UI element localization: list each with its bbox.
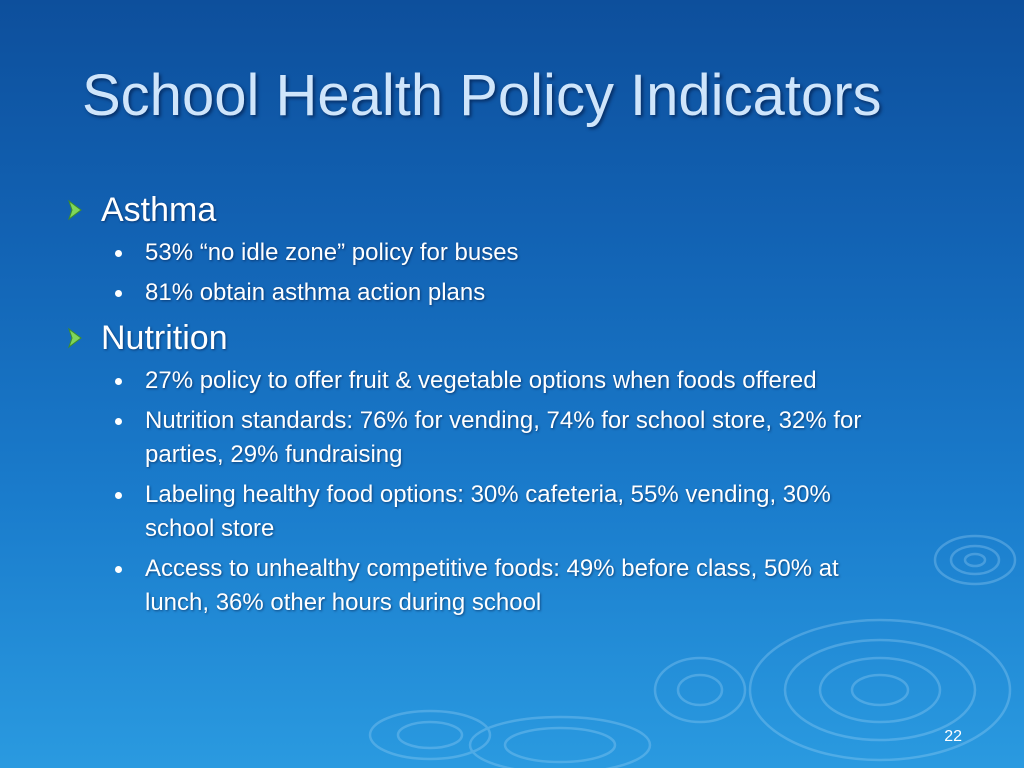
section-heading <box>64 188 964 232</box>
slide-title: School Health Policy Indicators <box>82 63 882 128</box>
bullet-item <box>64 276 905 310</box>
section-heading <box>64 316 964 360</box>
dot-bullet-icon <box>115 250 122 257</box>
bullet-text: Access to unhealthy competitive foods: 49% before class, 50% at lunch, 36% other hours during school <box>145 555 839 616</box>
section-heading-label: Nutrition <box>101 319 228 357</box>
section-heading-label: Asthma <box>101 191 217 229</box>
section-nutrition <box>64 316 964 620</box>
bullet-text: Labeling healthy food options: 30% cafeteria, 55% vending, 30% school store <box>145 481 831 542</box>
bullet-item <box>64 236 905 270</box>
dot-bullet-icon <box>115 290 122 297</box>
bullet-text: Nutrition standards: 76% for vending, 74% for school store, 32% for parties, 29% fundraising <box>145 407 862 468</box>
bullet-item <box>64 364 905 398</box>
arrow-bullet-icon <box>64 327 86 349</box>
dot-bullet-icon <box>115 492 122 499</box>
dot-bullet-icon <box>115 378 122 385</box>
bullet-item <box>64 404 905 472</box>
bullet-list <box>64 236 964 310</box>
dot-bullet-icon <box>115 418 122 425</box>
arrow-bullet-icon <box>64 199 86 221</box>
dot-bullet-icon <box>115 566 122 573</box>
page-number: 22 <box>944 728 962 745</box>
bullet-text: 53% “no idle zone” policy for buses <box>145 239 519 266</box>
bullet-text: 81% obtain asthma action plans <box>145 279 486 306</box>
section-asthma <box>64 188 964 310</box>
slide-content <box>64 188 964 626</box>
bullet-list <box>64 364 964 620</box>
bullet-text: 27% policy to offer fruit & vegetable options when foods offered <box>145 367 817 394</box>
bullet-item <box>64 552 905 620</box>
bullet-item <box>64 478 905 546</box>
